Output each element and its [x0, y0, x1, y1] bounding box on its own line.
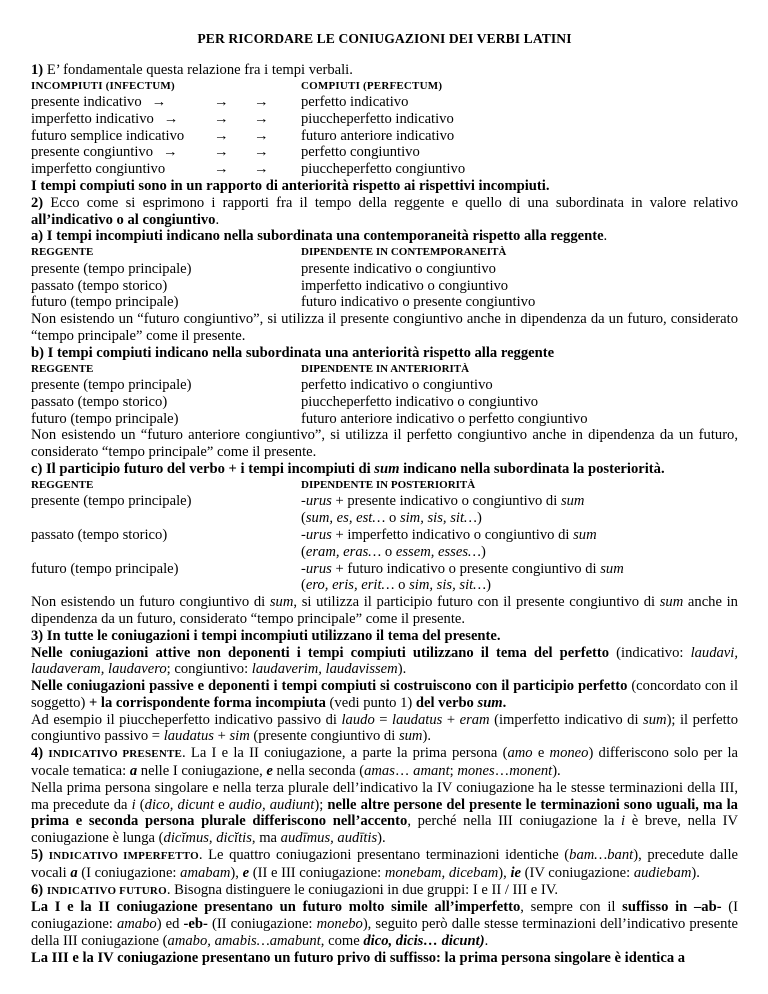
infectum-tense: imperfetto indicativo [31, 110, 154, 127]
text: ), seguito però dalle stesse terminazioni dell’indicativo presente della III coniugazione ( [31, 916, 738, 950]
section-number: 6) [31, 881, 47, 898]
infectum-cell [31, 144, 214, 161]
intro-text: E’ fondamentale questa relazione fra i tempi verbali. [43, 61, 353, 78]
text: , ma [251, 830, 281, 847]
infectum-cell [31, 161, 214, 178]
text: . [484, 933, 489, 950]
arrow-icon: → [254, 144, 269, 161]
posteriority-header [31, 478, 738, 494]
dipendente-cell: perfetto indicativo o congiuntivo [301, 377, 493, 394]
reggente-cell: passato (tempo storico) [31, 393, 168, 410]
section-3-heading [31, 628, 738, 645]
anteriority-table [31, 377, 738, 427]
section-6-para-2 [31, 899, 738, 949]
latin-example: dico, dicunt [144, 796, 215, 813]
tense-row [31, 144, 738, 161]
reggente-cell: futuro (tempo principale) [31, 410, 179, 427]
perfectum-tense: futuro anteriore indicativo [301, 127, 455, 144]
tense-table [31, 94, 738, 178]
reggente-cell: presente (tempo principale) [31, 377, 192, 394]
table-row [31, 394, 738, 411]
reggente-cell: passato (tempo storico) [31, 526, 168, 543]
arrow-icon: → [214, 144, 229, 161]
text: = [374, 711, 393, 728]
text: (vedi punto 1) [325, 694, 416, 711]
header-reggente: REGGENTE [31, 362, 94, 375]
text: Nella prima persona singolare e nella terza plurale dell’indicativo la IV coniugazione ha le stesse terminazioni della III, ma precedute da [31, 779, 738, 813]
punct: . [603, 228, 608, 245]
infectum-cell [31, 94, 214, 111]
infectum-cell [31, 128, 214, 145]
latin-ending: -urus [301, 493, 332, 510]
contemporaneity-table [31, 261, 738, 311]
arrow-icon: → [254, 127, 269, 144]
page-title: PER RICORDARE LE CONIUGAZIONI DEI VERBI LATINI [197, 31, 572, 46]
text: ), [498, 864, 511, 881]
section-label: INDICATIVO FUTURO [46, 884, 167, 897]
latin-example: laudavi, laudaveram, laudavero [31, 644, 738, 678]
bold-text: del verbo [415, 694, 478, 711]
section-2a-heading [31, 228, 738, 245]
text: ( [301, 510, 306, 527]
bold-text: Nelle coniugazioni attive non deponenti i tempi compiuti utilizzano il tema del perfetto [31, 644, 610, 661]
latin-example: laudaverim, laudavissem [251, 661, 398, 678]
tense-row [31, 128, 738, 145]
text: ). [422, 728, 431, 745]
section-2c-heading [31, 461, 738, 478]
latin-word: sum [374, 461, 400, 478]
latin-word: sum [643, 711, 667, 728]
section-label: INDICATIVO PRESENTE [48, 748, 183, 761]
latin-example: sim, sis, sit… [399, 510, 477, 527]
latin-word: monebo [316, 916, 363, 933]
latin-word: sum [600, 560, 624, 577]
section-4-para-1 [31, 745, 738, 780]
text: nella seconda ( [272, 763, 365, 780]
perfectum-tense: piuccheperfetto congiuntivo [301, 161, 466, 178]
perfectum-tense: perfetto indicativo [301, 94, 409, 111]
heading-text: 3) In tutte le coniugazioni i tempi incompiuti utilizzano il tema del presente. [31, 627, 501, 644]
dipendente-cell: presente indicativo o congiuntivo [301, 260, 496, 277]
dipendente-cell: imperfetto indicativo o congiuntivo [301, 277, 509, 294]
text: + presente indicativo o congiuntivo di [331, 493, 561, 510]
section-1-conclusion [31, 178, 738, 195]
text: (IV coniugazione: [521, 864, 634, 881]
latin-word: amo [507, 745, 533, 762]
text: + imperfetto indicativo o congiuntivo di [331, 526, 574, 543]
text: e [214, 796, 229, 813]
text: ( [135, 796, 145, 813]
text: ) [481, 543, 486, 560]
latin-word: audiebam [633, 864, 692, 881]
latin-word: laudo [341, 711, 375, 728]
heading-text: c) Il participio futuro del verbo + i tempi incompiuti di [31, 461, 375, 478]
latin-word: sum [477, 694, 503, 711]
text: ). [552, 763, 561, 780]
latin-example: ero, eris, erit… [305, 577, 395, 594]
tense-row [31, 94, 738, 111]
note-text: Non esistendo un futuro congiuntivo di [31, 594, 270, 611]
text: + [213, 728, 230, 745]
text: (II coniugazione: [207, 916, 317, 933]
latin-example: dicĭmus, dicĭtis [163, 830, 252, 847]
text: ; [449, 763, 458, 780]
header-dipendente: DIPENDENTE IN ANTERIORITÀ [301, 362, 470, 375]
latin-word: laudatus [392, 711, 443, 728]
latin-word: amabam [180, 864, 231, 881]
table-row [31, 278, 738, 295]
vowel: ie [510, 864, 522, 881]
text: ). [691, 864, 700, 881]
header-reggente: REGGENTE [31, 478, 94, 491]
latin-word: sum [573, 526, 597, 543]
vowel: e [242, 864, 250, 881]
header-perfectum: COMPIUTI (PERFECTUM) [301, 79, 443, 92]
reggente-cell: futuro (tempo principale) [31, 294, 179, 311]
latin-letter: i [131, 796, 136, 813]
section-2b-heading [31, 345, 738, 362]
tense-table-header [31, 79, 738, 95]
infectum-cell [31, 111, 214, 128]
arrow-icon: → [151, 94, 167, 111]
punct: . [215, 211, 220, 228]
header-reggente: REGGENTE [31, 246, 94, 259]
latin-example: eram, eras… [305, 543, 382, 560]
vowel: a [129, 763, 138, 780]
section-3-para-3 [31, 712, 738, 746]
reggente-cell: presente (tempo principale) [31, 260, 192, 277]
section-4-para-2 [31, 780, 738, 847]
latin-word: sum [398, 728, 423, 745]
text: o [381, 543, 396, 560]
table-row [31, 493, 738, 510]
latin-word: sim [229, 728, 250, 745]
table-row [31, 411, 738, 428]
intro-text: Ecco come si esprimono i rapporti fra il tempo della reggente e quello di una subordinata in valore relativo [43, 194, 738, 211]
latin-example: sim, sis, sit… [409, 577, 487, 594]
latin-word: sum [560, 493, 585, 510]
section-2b-note: Non esistendo un “futuro anteriore congiuntivo”, si utilizza il perfetto congiuntivo anche in dipendenza da un futuro, considerato “tempo principale” come il presente. [31, 427, 738, 461]
latin-word: amant [413, 763, 450, 780]
dipendente-cell [301, 493, 584, 510]
text: è breve, nella IV coniugazione è lunga ( [31, 813, 739, 847]
text: ) ed [156, 916, 184, 933]
conclusion-text: I tempi compiuti sono in un rapporto di anteriorità rispetto ai rispettivi incompiuti. [31, 178, 550, 195]
text: (I coniugazione: [77, 864, 181, 881]
latin-ending: -urus [301, 560, 332, 577]
text: + [442, 711, 460, 728]
text: ) [486, 577, 492, 594]
note-text: , si utilizza il participio futuro con il presente congiuntivo di [293, 594, 660, 611]
text: ); il perfetto congiuntivo passivo = [31, 711, 739, 745]
example-line [31, 544, 738, 561]
posteriority-table [31, 493, 738, 594]
dipendente-cell [301, 561, 624, 578]
header-infectum: INCOMPIUTI (INFECTUM) [31, 79, 175, 92]
text: . Bisogna distinguere le coniugazioni in due gruppi: I e II / III e IV. [166, 881, 559, 898]
infectum-tense: imperfetto congiuntivo [31, 161, 166, 178]
section-5-para [31, 847, 738, 882]
tense-row [31, 161, 738, 178]
section-number: 2) [31, 194, 44, 211]
text: ) [476, 510, 482, 527]
latin-example: dico, dicis… dicunt) [363, 933, 485, 950]
latin-letter: i [621, 813, 626, 830]
text: + futuro indicativo o presente congiuntivo di [331, 560, 601, 577]
reggente-cell: presente (tempo principale) [31, 493, 192, 510]
text: ), [230, 864, 243, 881]
note-text: anche in dipendenza da un futuro, considerato “tempo principale” come il presente. [31, 594, 738, 627]
latin-example: sum, es, est… [305, 510, 386, 527]
vowel: e [266, 763, 273, 780]
arrow-icon: → [214, 127, 229, 144]
text: ). [397, 661, 407, 678]
bold-text: suffisso in –ab- [622, 899, 722, 916]
latin-word: mones [457, 763, 495, 780]
dipendente-cell: piuccheperfetto indicativo o congiuntivo [301, 393, 539, 410]
intro-bold: all’indicativo o al congiuntivo [31, 211, 216, 228]
section-number: 1) [31, 61, 44, 78]
section-6-para-1 [31, 882, 738, 900]
vowel: a [70, 864, 78, 881]
text: . Le quattro coniugazioni presentano terminazioni identiche ( [198, 847, 570, 864]
heading-text: indicano nella subordinata la posteriorità. [399, 461, 665, 478]
text: , perché nella III coniugazione la [407, 813, 622, 830]
section-6-para-3 [31, 950, 738, 967]
arrow-icon: → [214, 161, 229, 178]
text: (II e III coniugazione: [249, 864, 385, 881]
latin-example: essem, esses… [395, 543, 481, 560]
text: o [394, 577, 410, 594]
section-2a-note: Non esistendo un “futuro congiuntivo”, si utilizza il presente congiuntivo anche in dipendenza da un futuro, considerato “tempo principale” come il presente. [31, 311, 738, 344]
section-2c-note [31, 594, 738, 628]
text: (I coniugazione: [31, 899, 739, 933]
bold-text: + la corrispondente forma incompiuta [88, 694, 326, 711]
table-row [31, 294, 738, 311]
example-line [31, 577, 738, 594]
section-number: 5) [31, 847, 49, 864]
heading-text: a) I tempi incompiuti indicano nella subordinata una contemporaneità rispetto alla reggente [31, 228, 604, 245]
anteriority-header [31, 362, 738, 378]
text: ( [301, 543, 306, 560]
table-row [31, 527, 738, 544]
reggente-cell: passato (tempo storico) [31, 277, 168, 294]
latin-example: amabo, amabis…amabunt [167, 933, 321, 950]
table-row [31, 377, 738, 394]
text: … [394, 763, 414, 780]
perfectum-tense: piuccheperfetto indicativo [301, 110, 454, 127]
latin-example: audio, audiunt [228, 796, 315, 813]
perfectum-tense: perfetto congiuntivo [301, 144, 420, 161]
header-dipendente: DIPENDENTE IN POSTERIORITÀ [301, 478, 476, 491]
text: (presente congiuntivo di [249, 728, 399, 745]
latin-word: eram [459, 711, 490, 728]
latin-word: sum [659, 594, 684, 611]
arrow-icon: → [163, 144, 178, 161]
document-body [31, 0, 738, 967]
latin-word: monent [509, 763, 553, 780]
section-number: 4) [31, 745, 49, 762]
text: . La I e la II coniugazione, a parte la prima persona ( [182, 745, 508, 762]
heading-text: b) I tempi compiuti indicano nella subordinata una anteriorità rispetto alla reggente [31, 344, 555, 361]
text: ; congiuntivo: [166, 661, 252, 678]
infectum-tense: futuro semplice indicativo [31, 127, 185, 144]
text: , sempre con il [520, 899, 623, 916]
latin-word: amas [364, 763, 395, 780]
bold-text: nelle altre persone del presente le terminazioni sono uguali, ma la prima e seconda persona plurale differiscono nell’accento [31, 796, 738, 830]
example-line [31, 510, 738, 527]
arrow-icon: → [254, 161, 269, 178]
text: e [532, 745, 550, 762]
latin-word: monebam, dicebam [384, 864, 499, 881]
reggente-cell: futuro (tempo principale) [31, 560, 179, 577]
arrow-icon: → [254, 94, 269, 111]
infectum-tense: presente congiuntivo [31, 144, 153, 161]
dipendente-cell [301, 527, 597, 544]
text: ) differiscono solo per la vocale tematica: [31, 745, 739, 780]
tense-row [31, 111, 738, 128]
dipendente-cell: futuro anteriore indicativo o perfetto congiuntivo [301, 410, 588, 427]
section-label: INDICATIVO IMPERFETTO [48, 850, 199, 863]
table-row [31, 261, 738, 278]
arrow-icon: → [163, 110, 179, 127]
latin-example: audīmus, audītis [280, 830, 378, 847]
punct: . [502, 694, 507, 711]
text: o [385, 510, 400, 527]
latin-word: moneo [549, 745, 589, 762]
latin-word: amabo [116, 916, 157, 933]
section-2-intro [31, 195, 738, 229]
arrow-icon: → [254, 110, 269, 127]
bold-text: La I e la II coniugazione presentano un futuro molto simile all’imperfetto [31, 899, 521, 916]
text: , come [320, 933, 364, 950]
latin-word: laudatus [163, 728, 214, 745]
text: Ad esempio il piuccheperfetto indicativo passivo di [31, 711, 342, 728]
latin-word: sum [269, 594, 294, 611]
arrow-icon: → [214, 110, 229, 127]
latin-ending: bam…bant [569, 847, 634, 864]
text: (concordato con il soggetto) [31, 678, 738, 711]
text: … [494, 763, 510, 780]
latin-ending: -urus [301, 526, 332, 543]
header-dipendente: DIPENDENTE IN CONTEMPORANEITÀ [301, 246, 507, 259]
text: (imperfetto indicativo di [489, 711, 644, 728]
text: ( [301, 577, 306, 594]
bold-text: -eb- [183, 916, 208, 933]
dipendente-cell: futuro indicativo o presente congiuntivo [301, 294, 536, 311]
text: ); [314, 796, 328, 813]
arrow-icon: → [214, 94, 229, 111]
bold-text: La III e la IV coniugazione presentano un futuro privo di suffisso: la prima persona singolare è identica a [31, 949, 686, 966]
contemporaneity-header [31, 245, 738, 261]
infectum-tense: presente indicativo [31, 94, 142, 111]
text: ), precedute dalle vocali [31, 847, 738, 881]
table-row [31, 561, 738, 578]
section-3-para-1 [31, 645, 738, 679]
section-1-intro [31, 62, 738, 79]
bold-text: Nelle coniugazioni passive e deponenti i tempi compiuti si costruiscono con il participio perfetto [31, 678, 628, 695]
text: ). [377, 830, 386, 847]
text: (indicativo: [609, 644, 691, 661]
text: nelle I coniugazione, [137, 763, 267, 780]
section-3-para-2 [31, 678, 738, 712]
